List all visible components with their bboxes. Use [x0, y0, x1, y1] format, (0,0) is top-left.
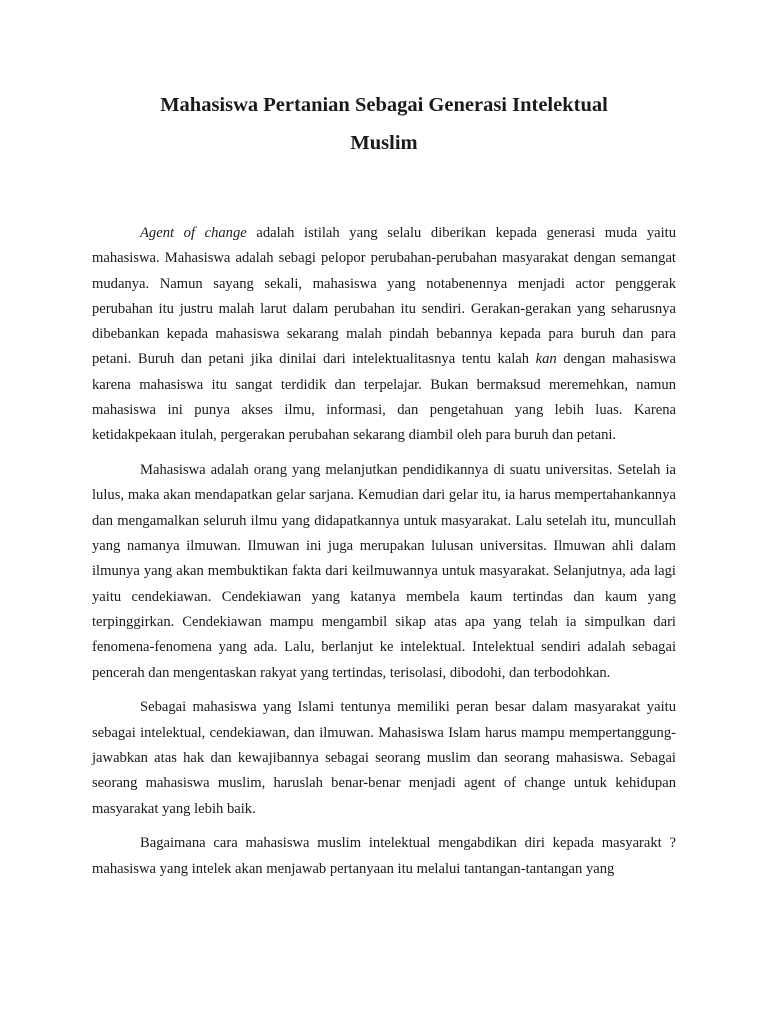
title-line-1: Mahasiswa Pertanian Sebagai Generasi Intelektual: [160, 94, 608, 116]
document-body: [92, 221, 676, 882]
paragraph-1-text-a: adalah istilah yang selalu diberikan kepada generasi muda yaitu mahasiswa. Mahasiswa adalah sebagi pelopor perubahan-perubahan masyarakat dengan semangat mudanya. Namun sayang sekali, mahasiswa yang notabenennya menjadi actor penggerak perubahan itu justru malah larut dalam perubahan itu sendiri. Gerakan-gerakan yang seharusnya dibebankan kepada mahasiswa sekarang malah pindah bebannya kepada para buruh dan para petani. Buruh dan petani jika dinilai dari intelektualitasnya tentu kalah: [92, 225, 676, 368]
paragraph-1: [92, 221, 676, 449]
paragraph-1-italic-lead: Agent of change: [140, 225, 247, 241]
paragraph-4: Bagaimana cara mahasiswa muslim intelektual mengabdikan diri kepada masyarakt ? mahasiswa yang intelek akan menjawab pertanyaan itu melalui tantangan-tantangan yang: [92, 835, 676, 877]
paragraph-3: Sebagai mahasiswa yang Islami tentunya memiliki peran besar dalam masyarakat yaitu sebagai intelektual, cendekiawan, dan ilmuwan. Mahasiswa Islam harus mampu mempertanggung-jawabkan atas hak dan kewajibannya sebagai seorang muslim dan seorang mahasiswa. Sebagai seorang mahasiswa muslim, haruslah benar-benar menjadi agent of change untuk kehidupan masyarakat yang lebih baik.: [92, 699, 676, 817]
document-title: [92, 86, 676, 162]
paragraph-1-italic-mid: kan: [535, 351, 557, 368]
paragraph-2: Mahasiswa adalah orang yang melanjutkan pendidikannya di suatu universitas. Setelah ia lulus, maka akan mendapatkan gelar sarjana. Kemudian dari gelar itu, ia harus mempertahankannya dan mengamalkan seluruh ilmu yang didapatkannya untuk masyarakat. Lalu setelah itu, muncullah yang namanya ilmuwan. Ilmuwan ini juga merupakan lulusan universitas. Ilmuwan ahli dalam ilmunya yang akan membuktikan fakta dari keilmuwannya untuk masyarakat. Selanjutnya, ada lagi yaitu cendekiawan. Cendekiawan yang katanya membela kaum tertindas dan kaum yang terpinggirkan. Cendekiawan mampu mengambil sikap atas apa yang telah ia simpulkan dari fenomena-fenomena yang ada. Lalu, berlanjut ke intelektual. Intelektual sendiri adalah sebagai pencerah dan mengentaskan rakyat yang tertindas, terisolasi, dibodohi, dan terbodohkan.: [92, 462, 676, 681]
paragraph-1-text-b: dengan mahasiswa karena mahasiswa itu sangat terdidik dan terpelajar. Bukan bermaksud meremehkan, namun mahasiswa ini punya akses ilmu, informasi, dan pengetahuan yang lebih luas. Karena ketidakpekaan itulah, pergerakan perubahan sekarang diambil oleh para buruh dan petani.: [92, 351, 676, 444]
title-line-2: Muslim: [350, 132, 418, 154]
